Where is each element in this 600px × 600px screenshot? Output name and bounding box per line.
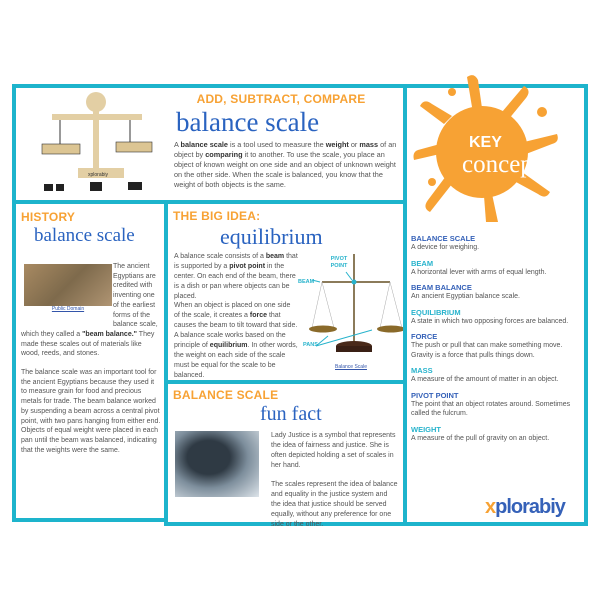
big-idea-term: beam (265, 253, 285, 260)
glossary-item (411, 308, 583, 327)
balance-scale-link[interactable]: Balance Scale (335, 364, 367, 370)
big-idea-text: that is supported by a (174, 253, 298, 270)
history-title: balance scale (34, 225, 135, 246)
big-idea-title: equilibrium (220, 224, 323, 249)
pans-label: PANS (303, 342, 318, 348)
intro-kicker: ADD, SUBTRACT, COMPARE (196, 92, 366, 106)
glossary-term: BEAM (411, 258, 434, 268)
glossary-item (411, 259, 583, 278)
glossary-definition: A state in which two opposing forces are balanced. (411, 317, 569, 325)
intro-text: or (348, 140, 360, 149)
glossary-definition: A device for weighing. (411, 244, 480, 251)
fun-fact-text-2: The scales represent the idea of balance and equality in the justice system and the idea that justice should be served equally, without any preference for one side or the other. (271, 481, 398, 528)
public-domain-link[interactable]: Public Domain (51, 306, 85, 312)
intro-text: of an object by (174, 140, 397, 159)
glossary-term: FORCE (411, 332, 438, 341)
glossary-item (411, 391, 583, 419)
big-idea-kicker: THE BIG IDEA: (173, 209, 261, 223)
key-concepts-title: concepts (462, 151, 550, 178)
glossary-list (411, 228, 583, 443)
glossary-term: PIVOT POINT (411, 390, 459, 400)
glossary-term: BALANCE SCALE (411, 234, 476, 243)
glossary-item (411, 234, 583, 253)
glossary-definition: A measure of the pull of gravity on an object. (411, 434, 550, 442)
big-idea-term: pivot point (229, 263, 266, 270)
fun-fact-title: fun fact (260, 403, 322, 425)
glossary-item (411, 283, 583, 302)
glossary-definition: An ancient Egyptian balance scale. (411, 293, 520, 300)
glossary-term: EQUILIBRIUM (411, 307, 461, 317)
glossary-term: BEAM BALANCE (411, 283, 472, 292)
glossary-definition: The point that an object rotates around. Sometimes called the fulcrum. (411, 400, 571, 417)
intro-title: balance scale (176, 107, 320, 137)
intro-panel (12, 84, 407, 204)
history-text-2: The balance scale was an important tool for the ancient Egyptians because they used it to measure grain for food and precious metals for trade. The beam balance worked by suspending a beam across a central pivot point, with two pans hanging from either end. Objects of equal weight were placed in each pan until the beam was balanced, indicating that the weights were the same. (21, 369, 161, 454)
intro-text (174, 140, 402, 190)
intro-term: comparing (205, 150, 243, 159)
glossary-term: WEIGHT (411, 424, 441, 434)
big-idea-panel (164, 200, 407, 384)
intro-text: is a tool used to measure the (227, 140, 326, 149)
toy-brand-label: xplorabiy (88, 172, 109, 178)
beam-label: BEAM (298, 279, 315, 285)
big-idea-text: . In other words, the weight on each side of the scale must be equal for the scale to be balanced. (174, 342, 298, 379)
glossary-item (411, 425, 583, 444)
history-text-1-end: They made these scales out of materials like wood, reeds, and stones. (21, 330, 155, 358)
wooden-balance-scale-image (30, 90, 160, 195)
glossary-definition: The push or pull that can make something move. Gravity is a force that pulls things down. (411, 342, 563, 359)
history-panel (12, 200, 168, 522)
logo-rest: plorabiy (495, 496, 565, 518)
glossary-term: MASS (411, 366, 433, 375)
pivot-point-label: PIVOT POINT (330, 256, 348, 269)
big-idea-text-1 (174, 252, 298, 302)
big-idea-text-2 (174, 301, 298, 381)
logo-x: x (485, 496, 496, 518)
intro-text: A (174, 140, 181, 149)
intro-term: balance scale (180, 140, 228, 149)
fun-fact-kicker: BALANCE SCALE (173, 388, 279, 402)
xplorabiy-logo (485, 496, 565, 519)
beam-balance-term: "beam balance." (82, 330, 137, 338)
big-idea-term: force (249, 312, 267, 319)
intro-term: mass (359, 140, 379, 149)
glossary-definition: A horizontal lever with arms of equal length. (411, 268, 547, 276)
big-idea-term: equilibrium (209, 342, 248, 349)
intro-term: weight (325, 140, 349, 149)
fun-fact-text-1: Lady Justice is a symbol that represents the idea of fairness and justice. She is often depicted holding a set of scales in her hand. (271, 432, 396, 469)
glossary-item (411, 366, 583, 385)
lady-justice-image (175, 431, 259, 497)
fun-fact-panel (164, 380, 407, 526)
brass-scale-diagram (294, 252, 404, 372)
big-idea-text: When an object is placed on one side of the scale, it creates a (174, 302, 291, 319)
glossary-definition: A measure of the amount of matter in an object. (411, 376, 559, 383)
glossary-item (411, 332, 583, 360)
big-idea-text: in the center. On each end of the beam, there is a dish or pan where objects can be placed. (174, 263, 296, 300)
big-idea-text: A balance scale consists of a (174, 253, 266, 260)
history-text-1: The ancient Egyptians are credited with inventing one of the earliest forms of the balance scale, which they called a (21, 263, 158, 338)
history-kicker: HISTORY (21, 210, 76, 224)
big-idea-text: that causes the beam to tilt toward that side. A balance scale works based on the principle of (174, 312, 298, 349)
intro-text: it to another. To use the scale, you place an object of known weight on one side and an object of unknown weight on the other side. When the scale is balanced, you know that the weight of both objects is the same. (174, 150, 396, 189)
key-concepts-kicker: KEY (469, 134, 502, 151)
